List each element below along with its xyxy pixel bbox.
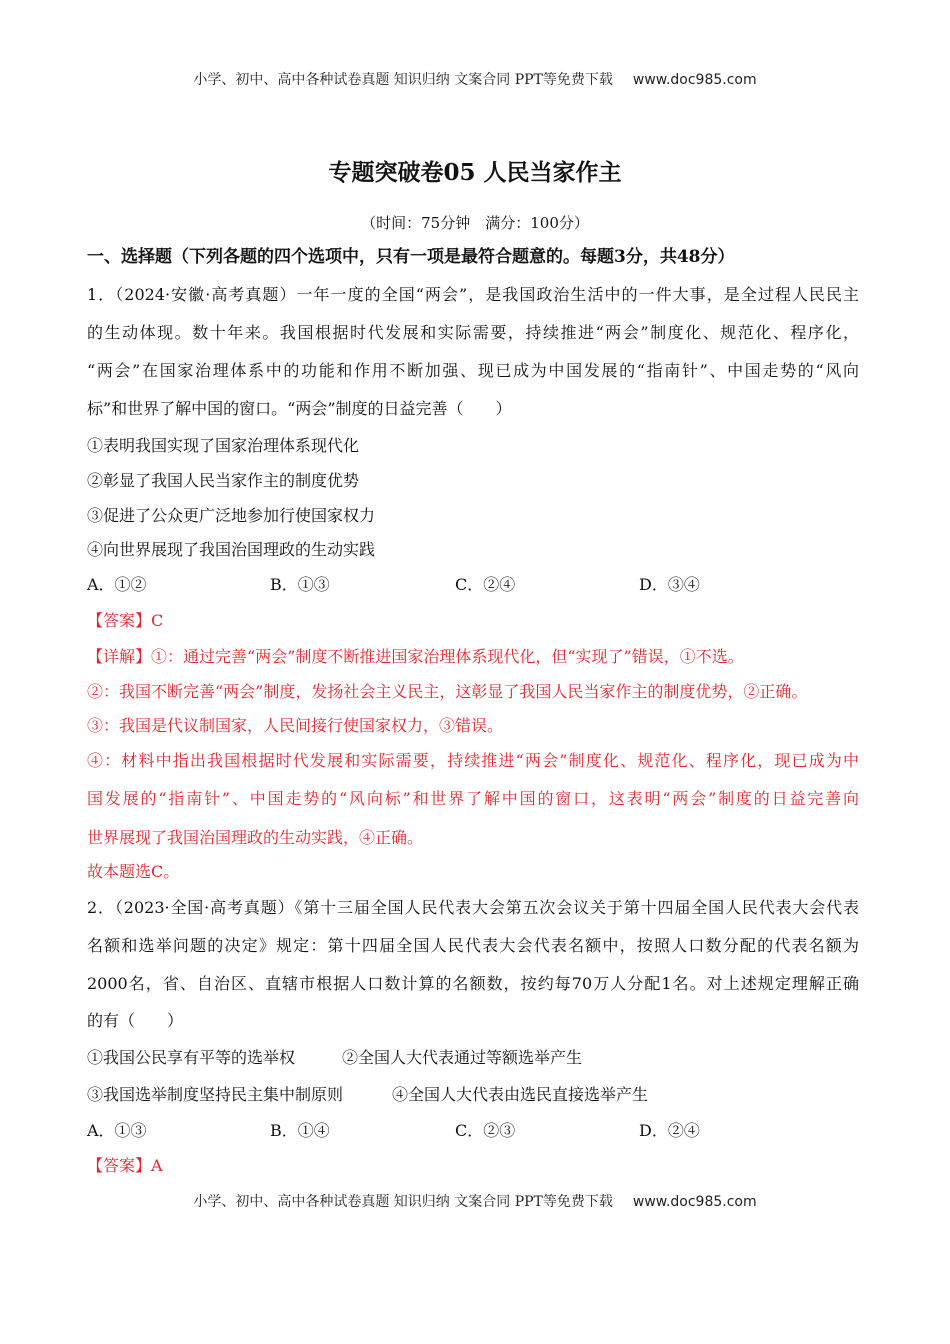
q1-detail-line: ③：我国是代议制国家，人民间接行使国家权力，③错误。 xyxy=(87,716,504,735)
detail-label: 【详解】 xyxy=(87,647,152,666)
answer-value: A xyxy=(151,1156,163,1175)
q1-answer xyxy=(87,611,163,631)
q1-conclusion: 故本题选C。 xyxy=(87,862,180,881)
q2-option-d: D．②④ xyxy=(639,1121,700,1140)
q1-option-c: C．②④ xyxy=(455,575,516,594)
q1-option-b: B．①③ xyxy=(270,575,330,594)
answer-value: C xyxy=(151,611,164,630)
q1-detail-line xyxy=(87,647,744,667)
q1-option-d: D．③④ xyxy=(639,575,700,594)
q1-option-a: A．①② xyxy=(87,575,147,594)
q1-detail-line: 世界展现了我国治国理政的生动实践，④正确。 xyxy=(87,828,424,847)
q2-item: ③我国选举制度坚持民主集中制原则 xyxy=(87,1085,344,1104)
q1-stem-line: 1．（2024·安徽·高考真题）一年一度的全国“两会”，是我国政治生活中的一件大事，是全过程人民民主 xyxy=(87,285,859,304)
q2-item: ②全国人大代表通过等额选举产生 xyxy=(342,1048,583,1067)
q1-stem-line: 标”和世界了解中国的窗口。“两会”制度的日益完善（ ） xyxy=(87,399,512,418)
q1-item: ③促进了公众更广泛地参加行使国家权力 xyxy=(87,506,376,525)
exam-info: （时间：75分钟 满分：100分） xyxy=(361,214,589,232)
q2-stem-line: 名额和选举问题的决定》规定：第十四届全国人民代表大会代表名额中，按照人口数分配的代表名额为 xyxy=(87,936,859,955)
q1-item: ②彰显了我国人民当家作主的制度优势 xyxy=(87,471,360,490)
answer-label: 【答案】 xyxy=(87,611,152,630)
q1-item: ④向世界展现了我国治国理政的生动实践 xyxy=(87,540,376,559)
q1-stem-line: “两会”在国家治理体系中的功能和作用不断加强、现已成为中国发展的“指南针”、中国走势的“风向 xyxy=(87,361,859,380)
q2-stem-line: 的有（ ） xyxy=(87,1011,184,1030)
header-url[interactable]: www.doc985.com xyxy=(632,72,757,88)
page-header xyxy=(0,69,950,89)
q2-item: ①我国公民享有平等的选举权 xyxy=(87,1048,296,1067)
footer-text: 小学、初中、高中各种试卷真题 知识归纳 文案合同 PPT等免费下载 xyxy=(193,1194,613,1210)
q2-item: ④全国人大代表由选民直接选举产生 xyxy=(392,1085,649,1104)
page-title: 专题突破卷05 人民当家作主 xyxy=(328,159,622,186)
q1-detail-line: 国发展的“指南针”、中国走势的“风向标”和世界了解中国的窗口，这表明“两会”制度的日益完善向 xyxy=(87,789,859,808)
q1-stem-line: 的生动体现。数十年来。我国根据时代发展和实际需要，持续推进“两会”制度化、规范化、程序化， xyxy=(87,323,859,342)
footer-url[interactable]: www.doc985.com xyxy=(632,1194,757,1210)
detail-text: ①：通过完善“两会”制度不断推进国家治理体系现代化，但“实现了”错误，①不选。 xyxy=(151,647,744,666)
answer-label: 【答案】 xyxy=(87,1156,152,1175)
q2-option-b: B．①④ xyxy=(270,1121,330,1140)
q2-stem-line: 2．（2023·全国·高考真题）《第十三届全国人民代表大会第五次会议关于第十四届全国人民代表大会代表 xyxy=(87,898,859,917)
section-heading: 一、选择题（下列各题的四个选项中，只有一项是最符合题意的。每题3分，共48分） xyxy=(87,247,735,267)
page-footer xyxy=(0,1191,950,1211)
q1-detail-line: ④：材料中指出我国根据时代发展和实际需要，持续推进“两会”制度化、规范化、程序化，现已成为中 xyxy=(87,751,859,770)
q2-stem-line: 2000名，省、自治区、直辖市根据人口数计算的名额数，按约每70万人分配1名。对上述规定理解正确 xyxy=(87,974,859,993)
header-text: 小学、初中、高中各种试卷真题 知识归纳 文案合同 PPT等免费下载 xyxy=(193,72,613,88)
q2-option-c: C．②③ xyxy=(455,1121,516,1140)
q2-answer xyxy=(87,1156,163,1176)
q1-detail-line: ②：我国不断完善“两会”制度，发扬社会主义民主，这彰显了我国人民当家作主的制度优势，②正确。 xyxy=(87,682,808,701)
q1-item: ①表明我国实现了国家治理体系现代化 xyxy=(87,436,360,455)
q2-option-a: A．①③ xyxy=(87,1121,147,1140)
